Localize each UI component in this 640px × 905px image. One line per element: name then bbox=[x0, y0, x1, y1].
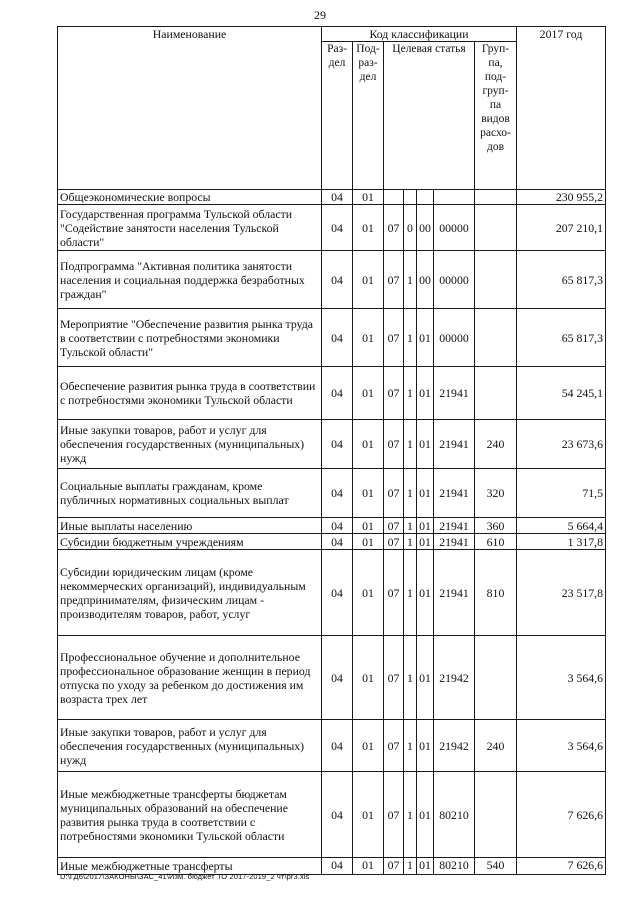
row-subprogram: 1 bbox=[404, 858, 417, 875]
table-row bbox=[58, 772, 606, 858]
row-expense-type: 360 bbox=[475, 518, 517, 534]
row-direction: 01 bbox=[417, 550, 434, 636]
row-amount: 23 673,6 bbox=[517, 420, 606, 469]
row-direction: 01 bbox=[417, 772, 434, 858]
row-expense-type bbox=[475, 251, 517, 309]
row-direction: 01 bbox=[417, 518, 434, 534]
file-path-footer: D:\ГД6\2017\ЗАКОНЫ\ЗАС_41\Изм. бюджет ТО 2017-2019_2 чт\pr3.xls bbox=[60, 872, 310, 881]
row-subsection: 01 bbox=[353, 367, 384, 420]
row-name: Субсидии бюджетным учреждениям bbox=[58, 534, 322, 550]
row-article: 80210 bbox=[434, 858, 475, 875]
row-section: 04 bbox=[322, 205, 353, 251]
row-expense-type bbox=[475, 636, 517, 720]
row-direction: 01 bbox=[417, 636, 434, 720]
table-row bbox=[58, 190, 606, 205]
row-program bbox=[384, 190, 404, 205]
row-article: 21942 bbox=[434, 720, 475, 772]
row-expense-type bbox=[475, 190, 517, 205]
row-amount: 7 626,6 bbox=[517, 772, 606, 858]
row-section: 04 bbox=[322, 367, 353, 420]
row-subprogram bbox=[404, 190, 417, 205]
row-amount: 23 517,8 bbox=[517, 550, 606, 636]
table-row bbox=[58, 205, 606, 251]
row-program: 07 bbox=[384, 772, 404, 858]
row-subprogram: 1 bbox=[404, 518, 417, 534]
row-direction: 01 bbox=[417, 534, 434, 550]
table-row bbox=[58, 251, 606, 309]
row-program: 07 bbox=[384, 550, 404, 636]
row-article: 21941 bbox=[434, 534, 475, 550]
row-section: 04 bbox=[322, 190, 353, 205]
row-name: Подпрограмма "Активная политика занятости населения и социальная поддержка безработных граждан" bbox=[58, 251, 322, 309]
row-direction: 01 bbox=[417, 309, 434, 367]
table-row bbox=[58, 367, 606, 420]
header-row-1 bbox=[58, 27, 606, 42]
row-program: 07 bbox=[384, 420, 404, 469]
row-section: 04 bbox=[322, 420, 353, 469]
row-subprogram: 1 bbox=[404, 550, 417, 636]
row-subsection: 01 bbox=[353, 636, 384, 720]
row-subsection: 01 bbox=[353, 251, 384, 309]
row-section: 04 bbox=[322, 251, 353, 309]
row-section: 04 bbox=[322, 550, 353, 636]
row-section: 04 bbox=[322, 858, 353, 875]
table-row bbox=[58, 720, 606, 772]
row-section: 04 bbox=[322, 518, 353, 534]
row-program: 07 bbox=[384, 309, 404, 367]
row-expense-type: 240 bbox=[475, 420, 517, 469]
header-section: Раз-дел bbox=[322, 42, 353, 190]
row-subprogram: 1 bbox=[404, 636, 417, 720]
row-expense-type: 810 bbox=[475, 550, 517, 636]
row-name: Иные межбюджетные трансферты бюджетам муниципальных образований на обеспечение развития рынка труда в соответствии с потребностями экономики Тульской области bbox=[58, 772, 322, 858]
row-direction: 01 bbox=[417, 420, 434, 469]
header-subsection: Под-раз-дел bbox=[353, 42, 384, 190]
row-direction: 01 bbox=[417, 469, 434, 518]
row-amount: 71,5 bbox=[517, 469, 606, 518]
row-amount: 5 664,4 bbox=[517, 518, 606, 534]
header-target-article: Целевая статья bbox=[384, 42, 475, 190]
row-program: 07 bbox=[384, 720, 404, 772]
row-article: 21942 bbox=[434, 636, 475, 720]
row-amount: 3 564,6 bbox=[517, 720, 606, 772]
row-subsection: 01 bbox=[353, 858, 384, 875]
row-name: Иные закупки товаров, работ и услуг для обеспечения государственных (муниципальных) нужд bbox=[58, 720, 322, 772]
row-section: 04 bbox=[322, 772, 353, 858]
row-subsection: 01 bbox=[353, 420, 384, 469]
row-subsection: 01 bbox=[353, 518, 384, 534]
row-program: 07 bbox=[384, 251, 404, 309]
row-article bbox=[434, 190, 475, 205]
row-section: 04 bbox=[322, 309, 353, 367]
row-subprogram: 1 bbox=[404, 720, 417, 772]
row-name: Субсидии юридическим лицам (кроме некоммерческих организаций), индивидуальным предпринимателям, физическим лицам - производителям товаров, работ, услуг bbox=[58, 550, 322, 636]
table-row bbox=[58, 309, 606, 367]
row-article: 80210 bbox=[434, 772, 475, 858]
row-amount: 54 245,1 bbox=[517, 367, 606, 420]
row-amount: 1 317,8 bbox=[517, 534, 606, 550]
row-article: 00000 bbox=[434, 251, 475, 309]
row-expense-type: 540 bbox=[475, 858, 517, 875]
row-name: Государственная программа Тульской области "Содействие занятости населения Тульской области" bbox=[58, 205, 322, 251]
row-subsection: 01 bbox=[353, 550, 384, 636]
row-article: 00000 bbox=[434, 309, 475, 367]
row-amount: 7 626,6 bbox=[517, 858, 606, 875]
row-subprogram: 1 bbox=[404, 309, 417, 367]
table-row bbox=[58, 518, 606, 534]
row-subprogram: 1 bbox=[404, 420, 417, 469]
row-section: 04 bbox=[322, 534, 353, 550]
row-subprogram: 1 bbox=[404, 534, 417, 550]
row-program: 07 bbox=[384, 858, 404, 875]
row-name: Мероприятие "Обеспечение развития рынка труда в соответствии с потребностями экономики Тульской области" bbox=[58, 309, 322, 367]
row-direction: 01 bbox=[417, 720, 434, 772]
header-year: 2017 год bbox=[517, 27, 606, 190]
row-article: 21941 bbox=[434, 550, 475, 636]
row-expense-type: 610 bbox=[475, 534, 517, 550]
table-row bbox=[58, 420, 606, 469]
row-program: 07 bbox=[384, 636, 404, 720]
table-row bbox=[58, 550, 606, 636]
header-name: Наименование bbox=[58, 27, 322, 190]
row-program: 07 bbox=[384, 205, 404, 251]
row-section: 04 bbox=[322, 469, 353, 518]
page-number: 29 bbox=[314, 8, 326, 22]
header-classification-code: Код классификации bbox=[322, 27, 517, 42]
row-article: 21941 bbox=[434, 469, 475, 518]
row-name: Социальные выплаты гражданам, кроме публичных нормативных социальных выплат bbox=[58, 469, 322, 518]
row-subprogram: 1 bbox=[404, 251, 417, 309]
table-row bbox=[58, 469, 606, 518]
row-name: Иные закупки товаров, работ и услуг для обеспечения государственных (муниципальных) нужд bbox=[58, 420, 322, 469]
row-subsection: 01 bbox=[353, 309, 384, 367]
row-subsection: 01 bbox=[353, 205, 384, 251]
row-subprogram: 0 bbox=[404, 205, 417, 251]
row-article: 21941 bbox=[434, 367, 475, 420]
row-direction: 01 bbox=[417, 367, 434, 420]
row-direction bbox=[417, 190, 434, 205]
row-subsection: 01 bbox=[353, 190, 384, 205]
header-expense-group: Груп-па, под-груп-па видов расхо-дов bbox=[475, 42, 517, 190]
row-amount: 230 955,2 bbox=[517, 190, 606, 205]
row-name: Иные межбюджетные трансферты bbox=[58, 858, 322, 875]
row-subsection: 01 bbox=[353, 469, 384, 518]
row-subprogram: 1 bbox=[404, 367, 417, 420]
row-name: Обеспечение развития рынка труда в соответствии с потребностями экономики Тульской области bbox=[58, 367, 322, 420]
row-name: Иные выплаты населению bbox=[58, 518, 322, 534]
row-name: Профессиональное обучение и дополнительное профессиональное образование женщин в период отпуска по уходу за ребенком до достижения им возраста трех лет bbox=[58, 636, 322, 720]
row-section: 04 bbox=[322, 720, 353, 772]
row-expense-type bbox=[475, 205, 517, 251]
row-expense-type: 240 bbox=[475, 720, 517, 772]
row-program: 07 bbox=[384, 534, 404, 550]
row-direction: 00 bbox=[417, 251, 434, 309]
row-direction: 01 bbox=[417, 858, 434, 875]
row-article: 21941 bbox=[434, 420, 475, 469]
row-subsection: 01 bbox=[353, 534, 384, 550]
row-program: 07 bbox=[384, 367, 404, 420]
row-amount: 207 210,1 bbox=[517, 205, 606, 251]
row-name: Общеэкономические вопросы bbox=[58, 190, 322, 205]
row-expense-type bbox=[475, 367, 517, 420]
row-subprogram: 1 bbox=[404, 772, 417, 858]
table-row bbox=[58, 636, 606, 720]
row-expense-type: 320 bbox=[475, 469, 517, 518]
row-program: 07 bbox=[384, 469, 404, 518]
row-article: 00000 bbox=[434, 205, 475, 251]
table-row bbox=[58, 534, 606, 550]
row-amount: 65 817,3 bbox=[517, 251, 606, 309]
budget-table bbox=[57, 26, 606, 875]
row-amount: 3 564,6 bbox=[517, 636, 606, 720]
row-article: 21941 bbox=[434, 518, 475, 534]
row-subsection: 01 bbox=[353, 772, 384, 858]
row-direction: 00 bbox=[417, 205, 434, 251]
row-expense-type bbox=[475, 772, 517, 858]
row-section: 04 bbox=[322, 636, 353, 720]
row-amount: 65 817,3 bbox=[517, 309, 606, 367]
row-subsection: 01 bbox=[353, 720, 384, 772]
row-expense-type bbox=[475, 309, 517, 367]
row-subprogram: 1 bbox=[404, 469, 417, 518]
row-program: 07 bbox=[384, 518, 404, 534]
